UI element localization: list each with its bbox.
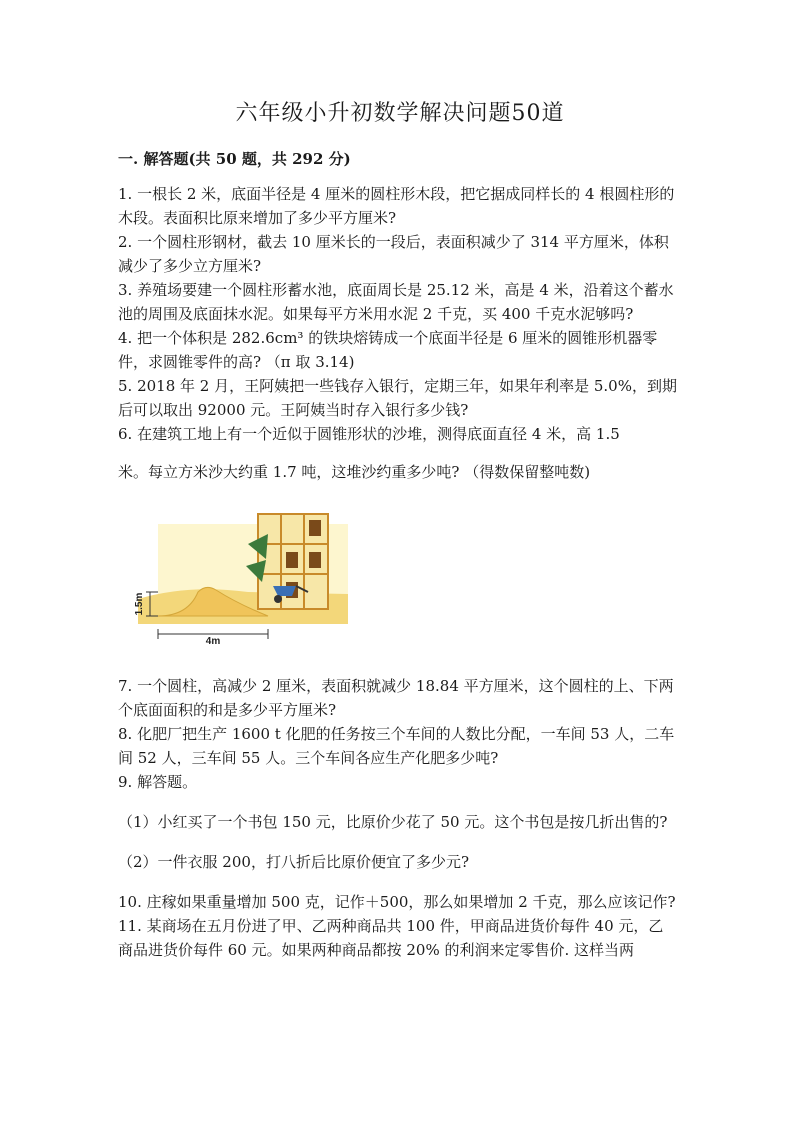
section-heading: 一. 解答题(共 50 题，共 292 分) bbox=[118, 150, 351, 168]
problem-9-part-1: （1）小红买了一个书包 150 元，比原价少花了 50 元。这个书包是按几折出售的? bbox=[118, 813, 668, 831]
page-title: 六年级小升初数学解决问题50道 bbox=[235, 101, 565, 126]
problem-10: 10. 庄稼如果重量增加 500 克，记作＋500，那么如果增加 2 千克，那么应该记作? bbox=[118, 893, 676, 911]
problem-9: 9. 解答题。 bbox=[118, 773, 198, 791]
problem-6-line2: 米。每立方米沙大约重 1.7 吨，这堆沙约重多少吨? （得数保留整吨数) bbox=[118, 463, 591, 481]
height-label: 1.5m bbox=[134, 592, 145, 616]
sand-pile-figure bbox=[128, 504, 348, 654]
problem-11: 11. 某商场在五月份进了甲、乙两种商品共 100 件，甲商品进货价每件 40 元，乙商品进货价每件 60 元。如果两种商品都按 20% 的利润来定零售价. 这样当两 bbox=[118, 917, 664, 959]
problem-8: 8. 化肥厂把生产 1600 t 化肥的任务按三个车间的人数比分配，一车间 53 人，二车间 52 人，三车间 55 人。三个车间各应生产化肥多少吨? bbox=[118, 725, 675, 767]
problem-3: 3. 养殖场要建一个圆柱形蓄水池，底面周长是 25.12 米，高是 4 米，沿着这个蓄水池的周围及底面抹水泥。如果每平方米用水泥 2 千克，买 400 千克水泥够吗? bbox=[118, 281, 674, 323]
width-label: 4m bbox=[205, 636, 221, 647]
problem-6-line1: 6. 在建筑工地上有一个近似于圆锥形状的沙堆，测得底面直径 4 米，高 1.5 bbox=[118, 425, 620, 443]
problem-9-part-2: （2）一件衣服 200，打八折后比原价便宜了多少元? bbox=[118, 853, 469, 871]
problem-list bbox=[118, 182, 678, 962]
problem-1: 1. 一根长 2 米，底面半径是 4 厘米的圆柱形木段，把它据成同样长的 4 根圆柱形的木段。表面积比原来增加了多少平方厘米? bbox=[118, 185, 675, 227]
problem-4: 4. 把一个体积是 282.6cm³ 的铁块熔铸成一个底面半径是 6 厘米的圆锥形机器零件，求圆锥零件的高? （π 取 3.14) bbox=[118, 329, 658, 371]
sand-pile-illustration bbox=[128, 504, 348, 654]
problem-2: 2. 一个圆柱形钢材，截去 10 厘米长的一段后，表面积减少了 314 平方厘米，体积减少了多少立方厘米? bbox=[118, 233, 669, 275]
problem-5: 5. 2018 年 2 月，王阿姨把一些钱存入银行，定期三年，如果年利率是 5.0%，到期后可以取出 92000 元。王阿姨当时存入银行多少钱? bbox=[118, 377, 677, 419]
problem-7: 7. 一个圆柱，高减少 2 厘米，表面积就减少 18.84 平方厘米，这个圆柱的上、下两个底面面积的和是多少平方厘米? bbox=[118, 677, 674, 719]
